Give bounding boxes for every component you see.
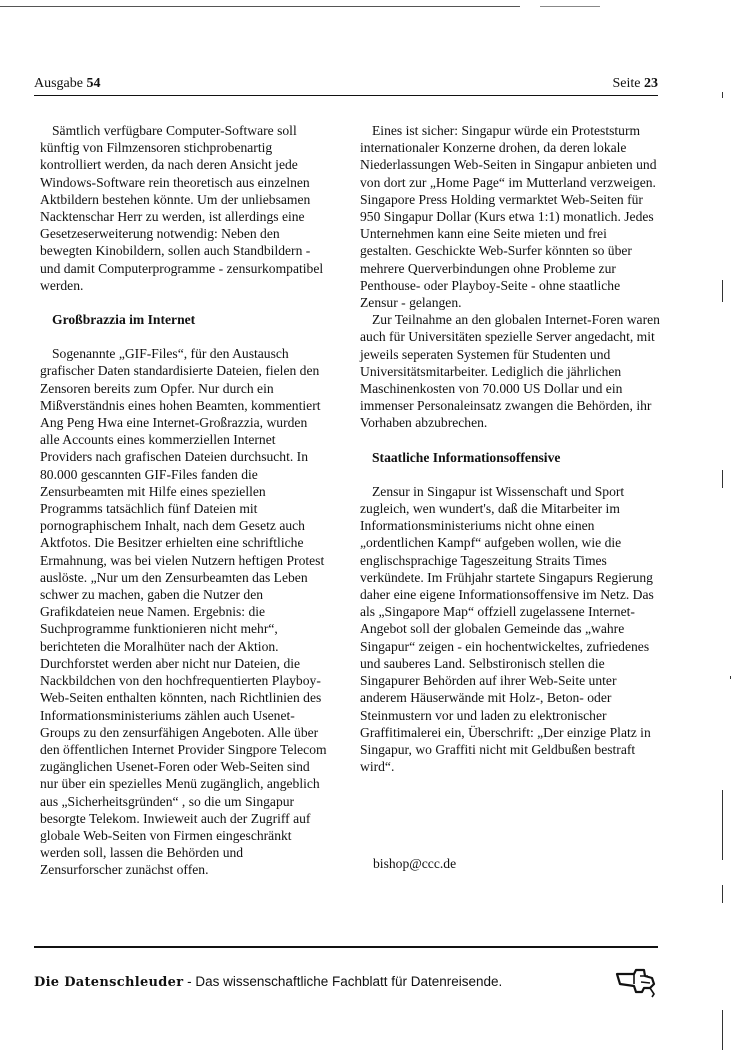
footer-rule	[34, 946, 658, 948]
page-number: 23	[644, 76, 658, 91]
page-label: Seite 23	[612, 76, 658, 91]
scan-artifact	[722, 885, 723, 903]
right-column	[360, 122, 660, 775]
page-header	[34, 73, 658, 96]
section-heading-informationsoffensive: Staatliche Informationsoffensive	[372, 449, 561, 465]
scan-artifact	[722, 92, 723, 98]
masthead: Die Datenschleuder	[34, 975, 184, 990]
hand-pointing-icon	[614, 964, 660, 998]
top-scan-rule	[0, 6, 520, 7]
scan-artifact	[722, 470, 723, 488]
scan-artifact	[722, 1010, 723, 1050]
issue-number: 54	[86, 76, 101, 91]
right-paragraph-1: Eines ist sicher: Singapur würde ein Proteststurm internationaler Konzerne drohen, da deren lokale Niederlassungen Web-Seiten in Singapur anbieten und von dort zur „Home Page“ im Mutterland verzweigen. Singapore Press Holding vermarktet Web-Seiten für 950 Singapur Dollar (Kurs etwa 1:1) monatlich. Jedes Unternehmen kann eine Seite mieten und frei gestalten. Geschickte Web-Surfer könnten so über mehrere Querverbindungen ohne Probleme zur Penthouse- oder Playboy-Seite - ohne staatliche Zensur - gelangen.	[360, 123, 657, 311]
scan-artifact	[722, 280, 723, 302]
scan-artifact	[730, 676, 731, 679]
right-paragraph-3: Zensur in Singapur ist Wissenschaft und Sport zugleich, wen wundert's, daß die Mitarbeiter im Informationsministeriums nicht ohne einen „ordentlichen Kampf“ aufgeben wollen, wie die englischsprachige Tageszeitung Straits Times verkündete. Im Frühjahr startete Singapurs Regierung daher eine eigene Informationsoffensive im Netz. Das als „Singapore Map“ offziell zugelassene Internet-Angebot soll der globalen Gemeinde das „wahre Singapur“ zeigen - ein hochentwickeltes, zufriedenes und sauberes Land. Selbstironisch stellen die Singapurer Behörden auf ihrer Web-Seite unter anderem Häuserwände mit Holz-, Beton- oder Steinmustern vor und laden zu elektronischer Graffitimalerei ein, Überschrift: „Der einzige Platz in Singapur, wo Graffiti nicht mit Geldbußen bestraft wird“.	[360, 483, 654, 775]
author-email[interactable]: bishop@ccc.de	[373, 856, 457, 871]
scan-artifact	[722, 790, 723, 860]
left-column	[40, 122, 328, 879]
page-footer	[34, 974, 502, 990]
left-paragraph-1: Sämtlich verfügbare Computer-Software soll künftig von Filmzensoren stichprobenartig kontrolliert werden, da nach deren Ansicht jede Windows-Software rein theoretisch aus einzelnen Aktbildern bestehen könnte. Um der unliebsamen Nacktenschar Herr zu werden, ist allerdings eine Gesetzeserweiterung notwendig: Neben den bewegten Kinobildern, sollen auch Standbildern - und damit Computerprogramme - zensurkompatibel werden.	[40, 123, 324, 293]
left-paragraph-2: Sogenannte „GIF-Files“, für den Austausch grafischer Daten standardisierte Dateien, fielen den Zensoren bereits zum Opfer. Nur durch ein Mißverständnis eines hohen Beamten, kommentiert Ang Peng Hwa eine Internet-Großrazzia, wurden alle Accounts eines kommerziellen Internet Providers nach grafischen Dateien durchsucht. In 80.000 gescannten GIF-Files fanden die Zensurbeamten mit Hilfe eines speziellen Programms tatsächlich fünf Dateien mit pornographischem Inhalt, nach dem Gesetz auch Aktfotos. Die Besitzer erhielten eine schriftliche Ermahnung, was bei vielen Nutzern heftigen Protest auslöste. „Nur um den Zensurbeamten das Leben schwer zu machen, gaben die Nutzer den Grafikdateien neue Namen. Ergebnis: die Suchprogramme funktionieren nicht mehr“, berichteten die Moralhüter nach der Aktion. Durchforstet werden aber nicht nur Dateien, die Nackbildchen von den hochfrequentierten Playboy-Web-Seiten enthalten könnten, nach Richtlinien des Informationsministeriums zählen auch Usenet-Groups zu den zensurfähigen Angeboten. Alle über den öffentlichen Internet Provider Singpore Telecom zugänglichen Usenet-Foren oder Web-Seiten sind nur über ein spezielles Menü zugänglich, angeblich aus „Sicherheitsgründen“ , so die um Singapur besorgte Telekom. Inwieweit auch der Zugriff auf globale Web-Seiten von Firmen eingeschränkt werden soll, lassen die Behörden und Zensurforscher zunächst offen.	[40, 346, 327, 878]
issue-label: Ausgabe 54	[34, 76, 101, 91]
section-heading-grossrazzia: Großbrazzia im Internet	[52, 312, 196, 328]
top-scan-rule-short	[540, 6, 600, 7]
footer-tagline: - Das wissenschaftliche Fachblatt für Datenreisende.	[187, 974, 503, 989]
right-paragraph-2: Zur Teilnahme an den globalen Internet-Foren waren auch für Universitäten spezielle Server angedacht, mit jeweils seperaten Systemen für Studenten und Universitätsmitarbeiter. Lediglich die jährlichen Maschinenkosten von 70.000 US Dollar und ein immenser Personaleinsatz zwangen die Behörden, ihr Vorhaben abzubrechen.	[360, 312, 660, 431]
